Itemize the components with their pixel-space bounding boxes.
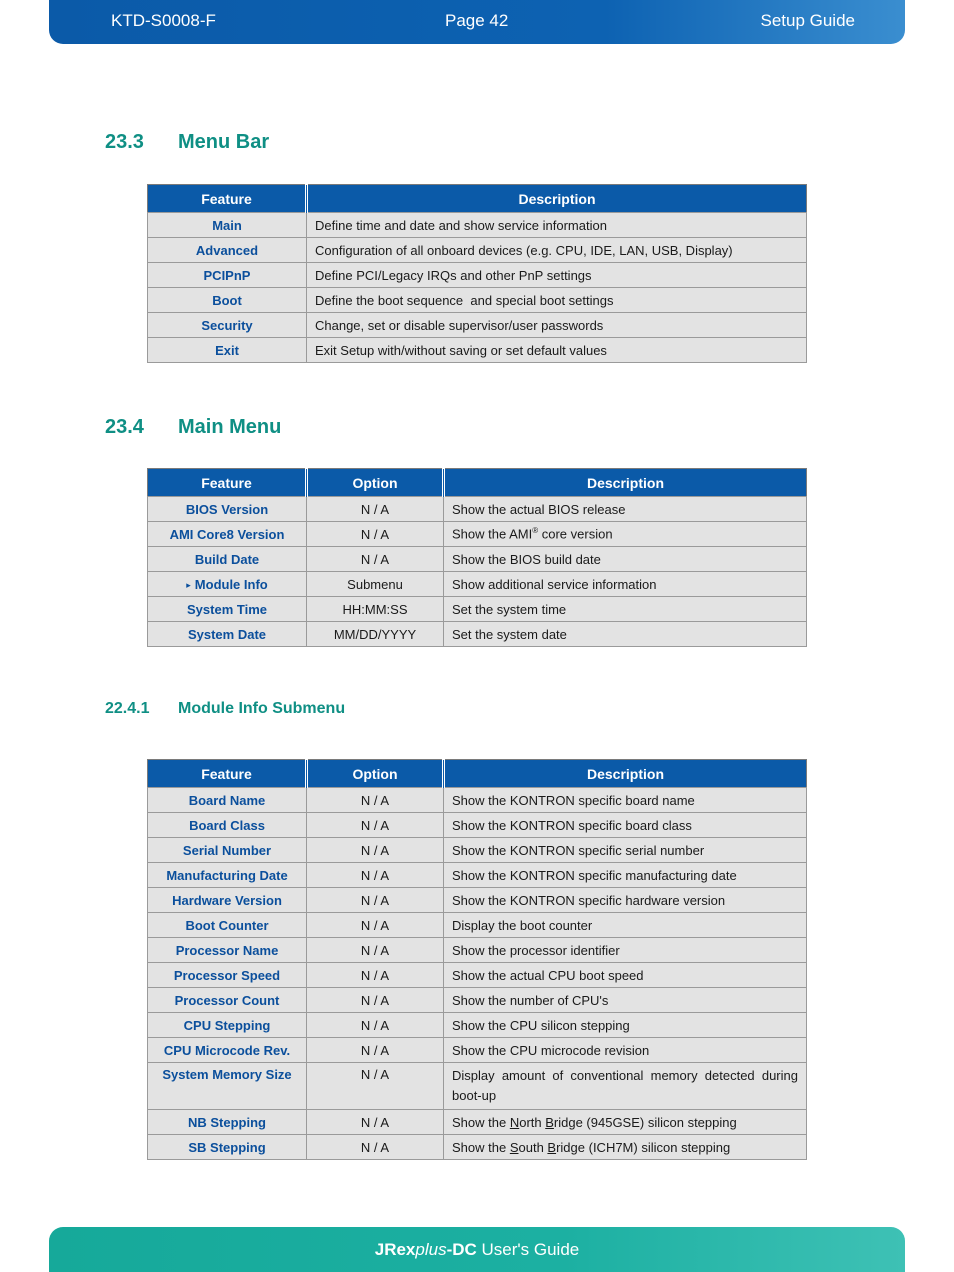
- table-row: [148, 988, 807, 1013]
- brand-suffix: -DC: [446, 1239, 477, 1259]
- section-number: 23.3: [105, 131, 144, 153]
- section-number: 22.4.1: [105, 700, 150, 717]
- description-cell: Display amount of conventional memory detected during boot-up: [444, 1063, 807, 1110]
- feature-cell: Security: [148, 313, 307, 338]
- description-cell: Define PCI/Legacy IRQs and other PnP settings: [307, 263, 807, 288]
- brand-name: JRex: [374, 1239, 416, 1259]
- module-info-table: [147, 759, 807, 1160]
- underlined-letter: N: [509, 1114, 520, 1130]
- column-header-description: Description: [444, 760, 807, 788]
- option-cell: N / A: [307, 863, 444, 888]
- underlined-letter: B: [547, 1139, 557, 1155]
- option-cell: N / A: [307, 988, 444, 1013]
- description-text: ridge (945GSE) silicon stepping: [553, 1114, 737, 1130]
- table-row: [148, 313, 807, 338]
- option-cell: N / A: [307, 813, 444, 838]
- feature-cell: Exit: [148, 338, 307, 363]
- table-row: [148, 788, 807, 813]
- option-cell: N / A: [307, 938, 444, 963]
- table-row: [148, 263, 807, 288]
- table-row: [148, 238, 807, 263]
- table-row: [148, 1013, 807, 1038]
- feature-cell: Build Date: [148, 547, 307, 572]
- column-header-description: Description: [307, 185, 807, 213]
- description-cell: Show the actual CPU boot speed: [444, 963, 807, 988]
- section-title: Menu Bar: [178, 131, 270, 153]
- page-header: [49, 0, 905, 44]
- table-row: [148, 1063, 807, 1110]
- table-header-row: [148, 185, 807, 213]
- feature-cell: Hardware Version: [148, 888, 307, 913]
- page-number: Page 42: [445, 11, 509, 30]
- description-cell: Exit Setup with/without saving or set default values: [307, 338, 807, 363]
- description-text: Show the AMI: [452, 526, 533, 542]
- description-cell: Show the CPU microcode revision: [444, 1038, 807, 1063]
- feature-cell: CPU Stepping: [148, 1013, 307, 1038]
- description-text: ridge (ICH7M) silicon stepping: [556, 1139, 731, 1155]
- feature-cell: Board Name: [148, 788, 307, 813]
- footer-text: User's Guide: [476, 1239, 580, 1259]
- feature-cell: Processor Speed: [148, 963, 307, 988]
- section-heading-main-menu: [105, 416, 281, 439]
- table-row: [148, 1110, 807, 1135]
- option-cell: N / A: [307, 1135, 444, 1160]
- description-text: orth: [519, 1114, 546, 1130]
- option-cell: N / A: [307, 838, 444, 863]
- table-row: [148, 622, 807, 647]
- table-row: [148, 497, 807, 522]
- option-cell: N / A: [307, 1110, 444, 1135]
- table-row: [148, 838, 807, 863]
- description-cell: Display the boot counter: [444, 913, 807, 938]
- table-row: [148, 938, 807, 963]
- section-heading-menu-bar: [105, 131, 269, 154]
- feature-cell: System Memory Size: [148, 1063, 307, 1110]
- description-text: outh: [518, 1139, 548, 1155]
- option-cell: N / A: [307, 963, 444, 988]
- feature-cell: Serial Number: [148, 838, 307, 863]
- feature-cell: AMI Core8 Version: [148, 522, 307, 547]
- option-cell: N / A: [307, 547, 444, 572]
- table-header-row: [148, 469, 807, 497]
- table-header-row: [148, 760, 807, 788]
- option-cell: N / A: [307, 913, 444, 938]
- table-row: [148, 813, 807, 838]
- feature-cell: Advanced: [148, 238, 307, 263]
- feature-cell: Boot: [148, 288, 307, 313]
- column-header-feature: Feature: [148, 185, 307, 213]
- feature-label: Module Info: [194, 576, 268, 592]
- document-id: KTD-S0008-F: [111, 11, 216, 30]
- table-row: [148, 522, 807, 547]
- submenu-arrow-icon: ▸: [186, 579, 191, 590]
- feature-cell: CPU Microcode Rev.: [148, 1038, 307, 1063]
- description-cell: Set the system time: [444, 597, 807, 622]
- option-cell: N / A: [307, 888, 444, 913]
- description-text: Show the: [452, 1139, 510, 1155]
- table-row: [148, 572, 807, 597]
- description-cell: Show additional service information: [444, 572, 807, 597]
- table-row: [148, 338, 807, 363]
- description-cell: [444, 1110, 807, 1135]
- description-cell: Show the CPU silicon stepping: [444, 1013, 807, 1038]
- underlined-letter: B: [545, 1114, 554, 1130]
- description-cell: Show the BIOS build date: [444, 547, 807, 572]
- description-cell: Change, set or disable supervisor/user passwords: [307, 313, 807, 338]
- feature-cell: Boot Counter: [148, 913, 307, 938]
- description-cell: Show the actual BIOS release: [444, 497, 807, 522]
- feature-cell: Processor Name: [148, 938, 307, 963]
- feature-cell: PCIPnP: [148, 263, 307, 288]
- description-cell: Define time and date and show service information: [307, 213, 807, 238]
- table-row: [148, 213, 807, 238]
- underlined-letter: S: [509, 1139, 519, 1155]
- option-cell: MM/DD/YYYY: [307, 622, 444, 647]
- main-menu-table: [147, 468, 807, 647]
- description-cell: [444, 522, 807, 547]
- table-row: [148, 597, 807, 622]
- option-cell: N / A: [307, 1063, 444, 1110]
- feature-cell: [148, 572, 307, 597]
- column-header-feature: Feature: [148, 760, 307, 788]
- column-header-option: Option: [307, 760, 444, 788]
- description-text: core version: [538, 526, 613, 542]
- option-cell: N / A: [307, 1038, 444, 1063]
- description-cell: Show the KONTRON specific board name: [444, 788, 807, 813]
- description-cell: Show the KONTRON specific manufacturing date: [444, 863, 807, 888]
- section-title: Module Info Submenu: [178, 700, 346, 717]
- description-cell: Show the number of CPU's: [444, 988, 807, 1013]
- table-row: [148, 888, 807, 913]
- column-header-option: Option: [307, 469, 444, 497]
- description-text: Show the: [452, 1114, 510, 1130]
- column-header-description: Description: [444, 469, 807, 497]
- description-cell: [444, 1135, 807, 1160]
- description-cell: Configuration of all onboard devices (e.g. CPU, IDE, LAN, USB, Display): [307, 238, 807, 263]
- page-footer: [49, 1227, 905, 1272]
- table-row: [148, 547, 807, 572]
- description-cell: Set the system date: [444, 622, 807, 647]
- feature-cell: Manufacturing Date: [148, 863, 307, 888]
- feature-cell: System Date: [148, 622, 307, 647]
- menu-bar-table: [147, 184, 807, 363]
- feature-cell: BIOS Version: [148, 497, 307, 522]
- table-row: [148, 1038, 807, 1063]
- table-row: [148, 963, 807, 988]
- table-row: [148, 1135, 807, 1160]
- brand-plus: plus: [415, 1239, 447, 1259]
- feature-cell: SB Stepping: [148, 1135, 307, 1160]
- feature-cell: Main: [148, 213, 307, 238]
- feature-cell: Board Class: [148, 813, 307, 838]
- option-cell: N / A: [307, 522, 444, 547]
- subsection-heading-module-info: [105, 700, 345, 718]
- description-cell: Define the boot sequence and special boot settings: [307, 288, 807, 313]
- feature-cell: System Time: [148, 597, 307, 622]
- table-row: [148, 913, 807, 938]
- feature-cell: Processor Count: [148, 988, 307, 1013]
- description-cell: Show the KONTRON specific serial number: [444, 838, 807, 863]
- option-cell: Submenu: [307, 572, 444, 597]
- table-row: [148, 863, 807, 888]
- description-cell: Show the KONTRON specific hardware version: [444, 888, 807, 913]
- option-cell: N / A: [307, 1013, 444, 1038]
- table-row: [148, 288, 807, 313]
- option-cell: N / A: [307, 497, 444, 522]
- column-header-feature: Feature: [148, 469, 307, 497]
- option-cell: HH:MM:SS: [307, 597, 444, 622]
- feature-cell: NB Stepping: [148, 1110, 307, 1135]
- description-cell: Show the processor identifier: [444, 938, 807, 963]
- description-cell: Show the KONTRON specific board class: [444, 813, 807, 838]
- registered-mark: ®: [532, 526, 539, 536]
- document-title: Setup Guide: [760, 11, 855, 30]
- section-title: Main Menu: [178, 416, 282, 438]
- option-cell: N / A: [307, 788, 444, 813]
- section-number: 23.4: [105, 416, 144, 438]
